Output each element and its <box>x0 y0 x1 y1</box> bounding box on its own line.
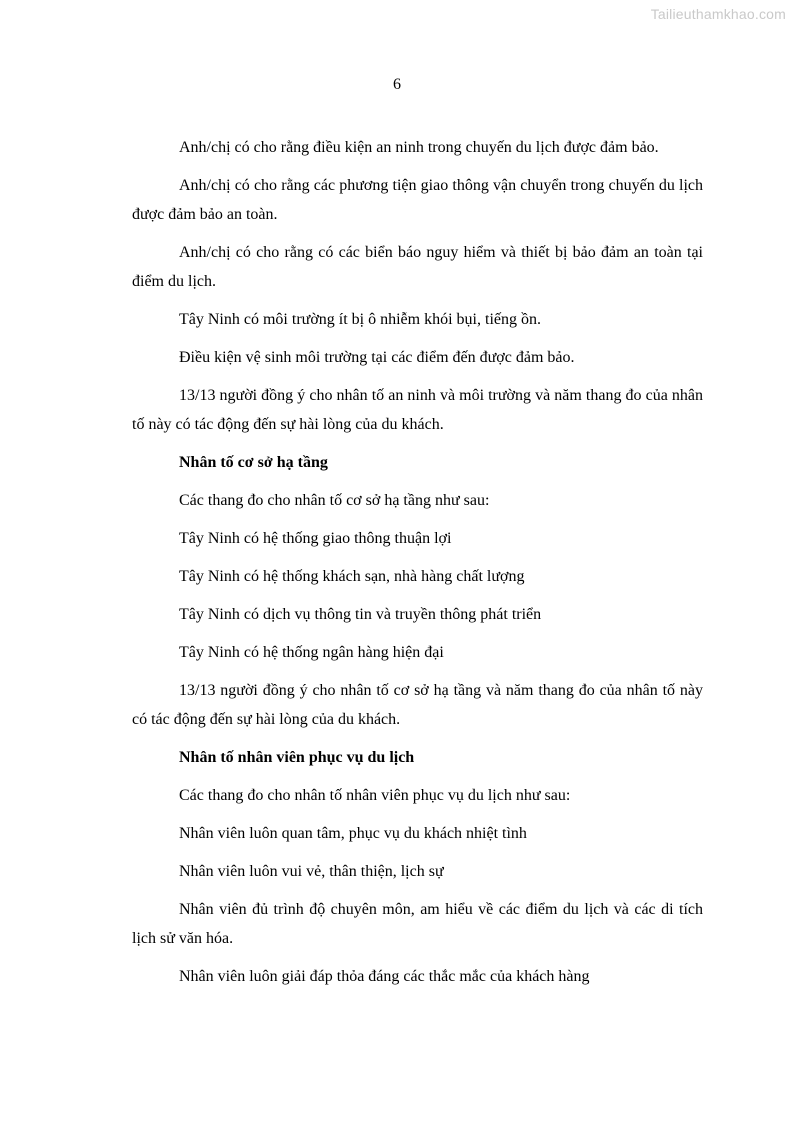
paragraph: 13/13 người đồng ý cho nhân tố an ninh và môi trường và năm thang đo của nhân tố này có tác động đến sự hài lòng của du khách. <box>132 387 703 433</box>
paragraph: 13/13 người đồng ý cho nhân tố cơ sở hạ tầng và năm thang đo của nhân tố này có tác động đến sự hài lòng của du khách. <box>132 682 703 728</box>
paragraph: Nhân viên luôn vui vẻ, thân thiện, lịch sự <box>179 863 444 880</box>
paragraph: Tây Ninh có hệ thống ngân hàng hiện đại <box>179 644 444 661</box>
paragraph: Nhân viên luôn giải đáp thỏa đáng các thắc mắc của khách hàng <box>179 968 590 985</box>
section-heading: Nhân tố nhân viên phục vụ du lịch <box>179 749 415 766</box>
paragraph: Tây Ninh có hệ thống giao thông thuận lợi <box>179 530 452 547</box>
paragraph: Anh/chị có cho rằng điều kiện an ninh trong chuyến du lịch được đảm bảo. <box>179 139 659 156</box>
paragraph: Các thang đo cho nhân tố nhân viên phục vụ du lịch như sau: <box>179 787 571 804</box>
page-number: 6 <box>393 76 401 93</box>
paragraph: Tây Ninh có dịch vụ thông tin và truyền thông phát triển <box>179 606 542 623</box>
paragraph: Anh/chị có cho rằng các phương tiện giao thông vận chuyển trong chuyến du lịch được đảm bảo an toàn. <box>132 177 703 223</box>
paragraph: Tây Ninh có hệ thống khách sạn, nhà hàng chất lượng <box>179 568 525 585</box>
paragraph: Các thang đo cho nhân tố cơ sở hạ tầng như sau: <box>179 492 490 509</box>
paragraph: Anh/chị có cho rằng có các biển báo nguy hiểm và thiết bị bảo đảm an toàn tại điểm du lịch. <box>132 244 703 290</box>
paragraph: Tây Ninh có môi trường ít bị ô nhiễm khói bụi, tiếng ồn. <box>179 311 541 328</box>
paragraph: Nhân viên đủ trình độ chuyên môn, am hiểu về các điểm du lịch và các di tích lịch sử văn hóa. <box>132 901 703 947</box>
document-body <box>132 133 703 1000</box>
watermark: Tailieuthamkhao.com <box>650 6 786 22</box>
section-heading: Nhân tố cơ sở hạ tầng <box>179 454 328 471</box>
paragraph: Điều kiện vệ sinh môi trường tại các điểm đến được đảm bảo. <box>179 349 575 366</box>
paragraph: Nhân viên luôn quan tâm, phục vụ du khách nhiệt tình <box>179 825 527 842</box>
